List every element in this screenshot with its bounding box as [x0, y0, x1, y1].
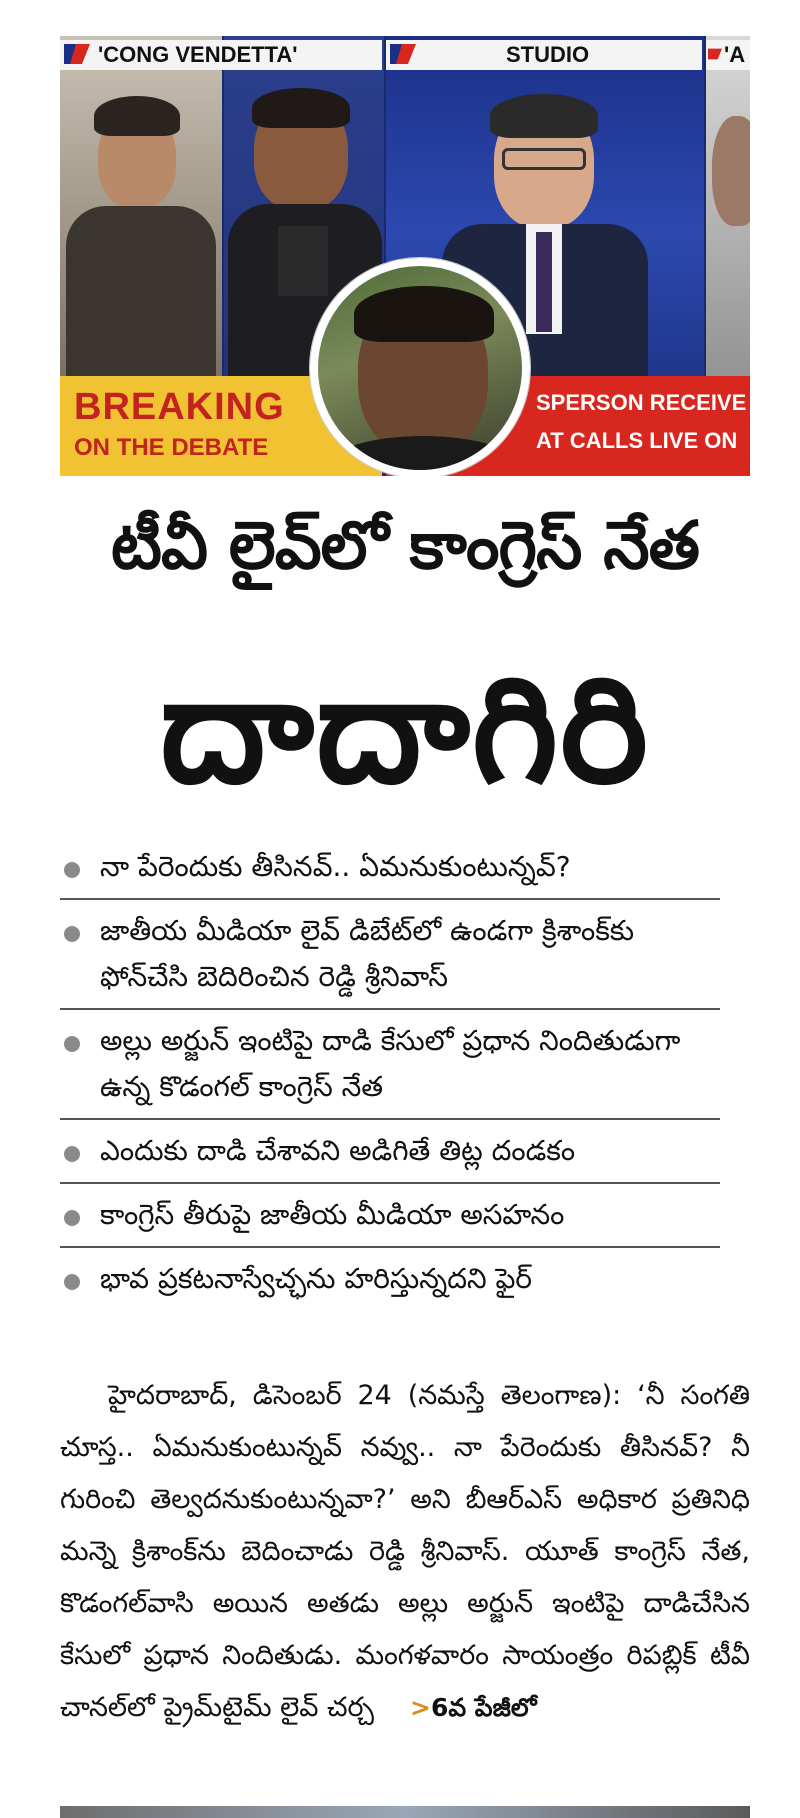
- continued-on-page-link[interactable]: [410, 1693, 537, 1722]
- bullet-text: అల్లు అర్జున్ ఇంటిపై దాడి కేసులో ప్రధాన నిందితుడుగా ఉన్న కొడంగల్ కాంగ్రెస్ నేత: [100, 1024, 681, 1103]
- bullet-dot-icon: [64, 926, 80, 942]
- list-item: [60, 1184, 720, 1248]
- channel-flag-icon: [708, 44, 722, 64]
- headline-line-2: దాదాగిరి: [160, 644, 650, 816]
- tv-screenshot-photo: [60, 36, 750, 476]
- bullet-text: కాంగ్రెస్ తీరుపై జాతీయ మీడియా అసహనం: [100, 1198, 565, 1231]
- jump-arrow-icon: >: [409, 1693, 431, 1722]
- bullet-dot-icon: [64, 1274, 80, 1290]
- next-photo-edge: [60, 1806, 750, 1818]
- bullet-text: భావ ప్రకటనాస్వేచ్ఛను హరిస్తున్నదని ఫైర్: [100, 1262, 533, 1295]
- tv-tag-right: [706, 40, 750, 70]
- list-item: [60, 1248, 720, 1310]
- bullet-list: [60, 836, 720, 1310]
- tv-tag-cong-vendetta: [60, 40, 382, 70]
- ticker-line-2: AT CALLS LIVE ON: [536, 428, 738, 453]
- bullet-dot-icon: [64, 1036, 80, 1052]
- headline-line-1: టీవీ లైవ్‌లో కాంగ్రెస్ నేత: [111, 507, 699, 584]
- tv-tag-text: 'A: [724, 42, 746, 67]
- jump-text: 6వ పేజీలో: [430, 1693, 537, 1722]
- breaking-subtext: ON THE DEBATE: [74, 434, 269, 461]
- article-body-text: హైదరాబాద్, డిసెంబర్ 24 (నమస్తే తెలంగాణ): ‘నీ సంగతి చూస్త.. ఏమనుకుంటున్నవ్ నవ్వు.. నా పేరెందుకు తీసినవ్? నీ గురించి తెల్వదనుకుంటున్నవా?’ అని బీఆర్ఎస్ అధికార ప్రతినిధి మన్నె క్రిశాంక్‌ను బెదించాడు రెడ్డి శ్రీనివాస్. యూత్ కాంగ్రెస్ నేత, కొడంగల్‌వాసి అయిన అతడు అల్లు అర్జున్ ఇంటిపై దాడిచేసిన కేసులో ప్రధాన నిందితుడు. మంగళవారం సాయంత్రం రిపబ్లిక్ టీవీ చానల్‌లో ప్రైమ్‌టైమ్ లైవ్ చర్చ: [60, 1380, 750, 1723]
- article-body: [60, 1370, 750, 1734]
- bullet-dot-icon: [64, 1146, 80, 1162]
- channel-flag-icon: [390, 44, 416, 64]
- list-item: [60, 900, 720, 1010]
- bullet-text: ఎందుకు దాడి చేశావని అడిగితే తిట్ల దండకం: [100, 1134, 576, 1167]
- ticker-line-1: SPERSON RECEIVE: [536, 390, 747, 415]
- bullet-dot-icon: [64, 862, 80, 878]
- bullet-text: నా పేరెందుకు తీసినవ్.. ఏమనుకుంటున్నవ్?: [100, 850, 571, 883]
- tv-tag-studio: [386, 40, 702, 70]
- list-item: [60, 1120, 720, 1184]
- list-item: [60, 836, 720, 900]
- bullet-text: జాతీయ మీడియా లైవ్ డిబేట్‌లో ఉండగా క్రిశాంక్‌కు ఫోన్‌చేసి బెదిరించిన రెడ్డి శ్రీనివాస్: [100, 914, 635, 993]
- inset-portrait-photo: [310, 258, 530, 476]
- list-item: [60, 1010, 720, 1120]
- bullet-dot-icon: [64, 1210, 80, 1226]
- channel-flag-icon: [64, 44, 90, 64]
- tv-tag-text: 'CONG VENDETTA': [98, 42, 298, 67]
- breaking-text: BREAKING: [74, 386, 285, 428]
- tv-tag-text: STUDIO: [506, 42, 590, 67]
